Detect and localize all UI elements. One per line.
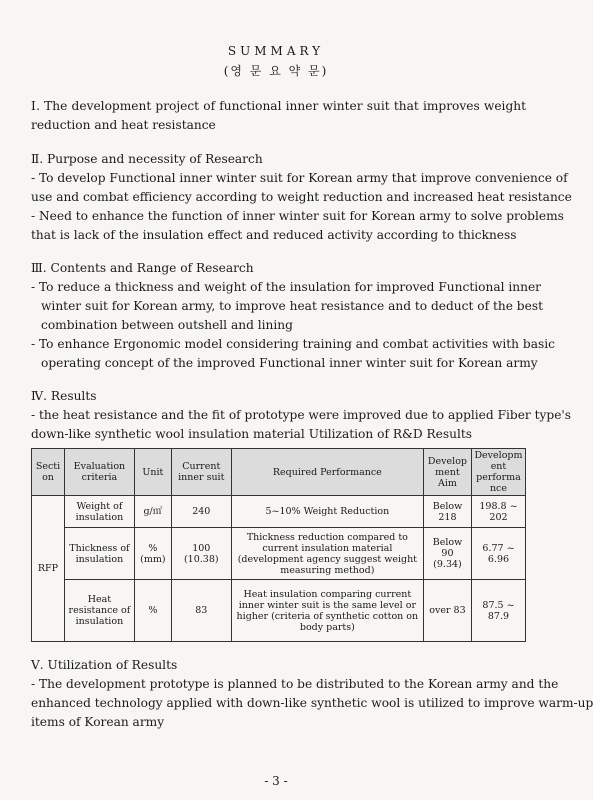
cell-current: 240	[171, 496, 231, 528]
header-required: Required Performance	[231, 449, 423, 496]
header-section: Secti on	[32, 449, 65, 496]
cell-criteria: Heat resistance of insulation	[64, 580, 134, 642]
cell-aim: Below 90 (9.34)	[423, 528, 471, 580]
section-5-line: items of Korean army	[31, 715, 165, 729]
section-4-heading: Ⅳ. Results	[31, 389, 97, 403]
section-4-line: - the heat resistance and the fit of prototype were improved due to applied Fiber type's	[31, 408, 572, 422]
cell-criteria: Weight of insulation	[64, 496, 134, 528]
table-row	[32, 528, 526, 580]
cell-required: Thickness reduction compared to current insulation material (development agency suggest weight measuring method)	[231, 528, 423, 580]
cell-required: Heat insulation comparing current inner winter suit is the same level or higher (criteria of synthetic cotton on body parts)	[231, 580, 423, 642]
header-aim: Develop ment Aim	[423, 449, 471, 496]
section-2-heading: Ⅱ. Purpose and necessity of Research	[31, 152, 263, 166]
header-criteria: Evaluation criteria	[64, 449, 134, 496]
cell-unit: %	[134, 580, 171, 642]
section-5-line: - The development prototype is planned to be distributed to the Korean army and the	[31, 677, 559, 691]
section-5-heading: Ⅴ. Utilization of Results	[31, 658, 178, 672]
section-3-line: - To reduce a thickness and weight of the insulation for improved Functional inner	[31, 280, 541, 294]
section-3-line: operating concept of the improved Functional inner winter suit for Korean army	[41, 356, 538, 370]
header-unit: Unit	[134, 449, 171, 496]
section-4-line: down-like synthetic wool insulation material Utilization of R&D Results	[31, 427, 473, 441]
section-1	[31, 97, 526, 135]
section-2-line: - Need to enhance the function of inner winter suit for Korean army to solve problems	[31, 209, 564, 223]
cell-required: 5~10% Weight Reduction	[231, 496, 423, 528]
section-5	[31, 656, 593, 732]
table-row	[32, 580, 526, 642]
table-header-row	[32, 449, 526, 496]
section-4	[31, 387, 572, 444]
section-3-line: - To enhance Ergonomic model considering training and combat activities with basic	[31, 337, 555, 351]
section-3-line: winter suit for Korean army, to improve heat resistance and to deduct of the best	[41, 299, 543, 313]
section-2	[31, 150, 572, 245]
cell-current: 100 (10.38)	[171, 528, 231, 580]
cell-current: 83	[171, 580, 231, 642]
cell-unit: g/㎡	[134, 496, 171, 528]
page-title: SUMMARY	[227, 44, 325, 58]
results-table	[31, 448, 526, 642]
section-5-line: enhanced technology applied with down-like synthetic wool is utilized to improve warm-up	[31, 696, 593, 710]
cell-aim: over 83	[423, 580, 471, 642]
section-3-heading: Ⅲ. Contents and Range of Research	[31, 261, 254, 275]
section-1-heading: Ⅰ. The development project of functional inner winter suit that improves weight	[31, 99, 526, 113]
cell-criteria: Thickness of insulation	[64, 528, 134, 580]
cell-performance: 6.77 ~ 6.96	[471, 528, 525, 580]
cell-unit: % (mm)	[134, 528, 171, 580]
section-2-line: use and combat efficiency according to weight reduction and increased heat resistance	[31, 190, 572, 204]
table-row	[32, 496, 526, 528]
header-performance: Developm ent performa nce	[471, 449, 525, 496]
section-3-line: combination between outshell and lining	[41, 318, 293, 332]
group-label: RFP	[32, 496, 65, 642]
page-subtitle: (영 문 요 약 문)	[223, 64, 329, 78]
header-current: Current inner suit	[171, 449, 231, 496]
section-2-line: - To develop Functional inner winter suit for Korean army that improve convenience of	[31, 171, 568, 185]
section-3	[31, 259, 555, 373]
cell-aim: Below 218	[423, 496, 471, 528]
cell-performance: 198.8 ~ 202	[471, 496, 525, 528]
cell-performance: 87.5 ~ 87.9	[471, 580, 525, 642]
section-1-heading-cont: reduction and heat resistance	[31, 118, 216, 132]
page-number: - 3 -	[264, 774, 288, 788]
section-2-line: that is lack of the insulation effect and reduced activity according to thickness	[31, 228, 517, 242]
